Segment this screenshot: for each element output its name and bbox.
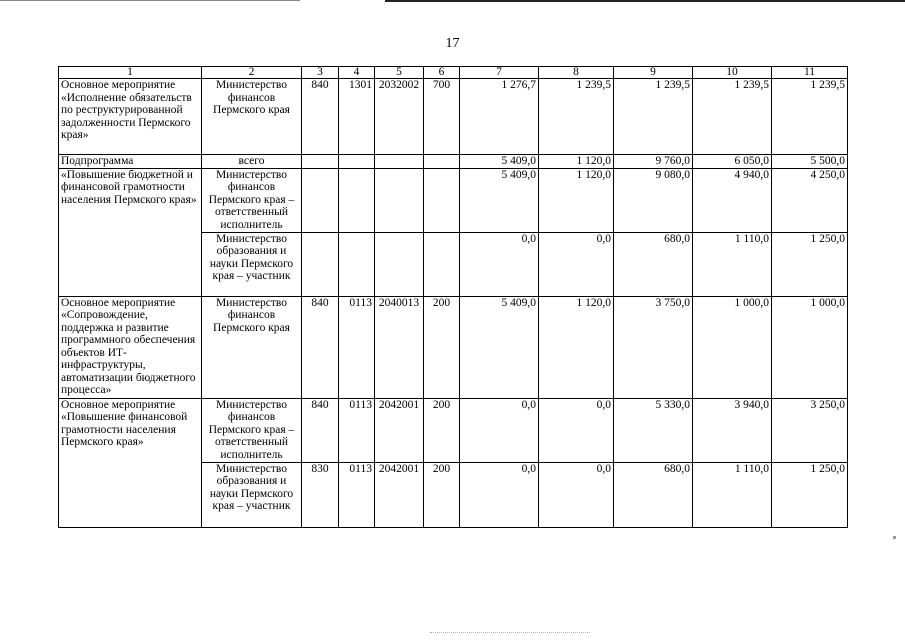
value-col9: 5 330,0 bbox=[614, 398, 693, 462]
rzpr-code: 0113 bbox=[339, 296, 375, 398]
value-col10: 1 110,0 bbox=[693, 232, 772, 296]
value-col7: 0,0 bbox=[460, 232, 539, 296]
value-col9: 1 239,5 bbox=[614, 79, 693, 155]
value-col7: 0,0 bbox=[460, 398, 539, 462]
value-col8: 1 239,5 bbox=[539, 79, 614, 155]
table-row bbox=[59, 79, 848, 155]
col-header: 8 bbox=[539, 67, 614, 79]
executor: всего bbox=[202, 155, 302, 169]
executor: Министерство финансов Пермского края bbox=[202, 296, 302, 398]
vr-code: 200 bbox=[424, 462, 460, 527]
rzpr-code: 0113 bbox=[339, 398, 375, 462]
value-col7: 5 409,0 bbox=[460, 155, 539, 169]
table-row bbox=[59, 168, 848, 232]
value-col11: 1 250,0 bbox=[772, 232, 848, 296]
executor: Министерство финансов Пермского края – ответственный исполнитель bbox=[202, 168, 302, 232]
grbs-code: 840 bbox=[302, 296, 339, 398]
value-col8: 1 120,0 bbox=[539, 296, 614, 398]
rzpr-code: 0113 bbox=[339, 462, 375, 527]
page-number: 17 bbox=[445, 36, 460, 51]
budget-table bbox=[58, 66, 848, 528]
table-header-row bbox=[59, 67, 848, 79]
csr-code: 2042001 bbox=[375, 462, 424, 527]
value-col11: 1 000,0 bbox=[772, 296, 848, 398]
col-header: 7 bbox=[460, 67, 539, 79]
value-col11: 3 250,0 bbox=[772, 398, 848, 462]
table-row bbox=[59, 398, 848, 462]
value-col11: 1 239,5 bbox=[772, 79, 848, 155]
top-border-line bbox=[385, 0, 905, 2]
table-row bbox=[59, 155, 848, 169]
value-col10: 1 239,5 bbox=[693, 79, 772, 155]
value-col9: 3 750,0 bbox=[614, 296, 693, 398]
value-col9: 9 080,0 bbox=[614, 168, 693, 232]
subprogram-label: Подпрограмма bbox=[59, 155, 202, 169]
value-col11: 5 500,0 bbox=[772, 155, 848, 169]
executor: Министерство финансов Пермского края bbox=[202, 79, 302, 155]
value-col8: 1 120,0 bbox=[539, 168, 614, 232]
value-col9: 680,0 bbox=[614, 232, 693, 296]
vr-code: 200 bbox=[424, 398, 460, 462]
top-edge-line bbox=[0, 0, 300, 1]
col-header: 4 bbox=[339, 67, 375, 79]
col-header: 3 bbox=[302, 67, 339, 79]
measure-name: Основное мероприятие «Повышение финансовой грамотности населения Пермского края» bbox=[59, 398, 202, 527]
value-col9: 680,0 bbox=[614, 462, 693, 527]
value-col9: 9 760,0 bbox=[614, 155, 693, 169]
scan-mark bbox=[893, 536, 896, 539]
value-col10: 1 110,0 bbox=[693, 462, 772, 527]
rzpr-code: 1301 bbox=[339, 79, 375, 155]
value-col11: 1 250,0 bbox=[772, 462, 848, 527]
table-row bbox=[59, 296, 848, 398]
col-header: 6 bbox=[424, 67, 460, 79]
value-col10: 1 000,0 bbox=[693, 296, 772, 398]
value-col10: 4 940,0 bbox=[693, 168, 772, 232]
col-header: 10 bbox=[693, 67, 772, 79]
measure-name: Основное мероприятие «Сопровождение, поддержка и развитие программного обеспечения объектов ИТ-инфраструктуры, автоматизации бюджетного процесса» bbox=[59, 296, 202, 398]
col-header: 5 bbox=[375, 67, 424, 79]
subprogram-name: «Повышение бюджетной и финансовой грамотности населения Пермского края» bbox=[59, 168, 202, 296]
value-col11: 4 250,0 bbox=[772, 168, 848, 232]
executor: Министерство образования и науки Пермского края – участник bbox=[202, 232, 302, 296]
value-col10: 6 050,0 bbox=[693, 155, 772, 169]
value-col8: 0,0 bbox=[539, 398, 614, 462]
value-col7: 1 276,7 bbox=[460, 79, 539, 155]
value-col7: 5 409,0 bbox=[460, 168, 539, 232]
vr-code: 700 bbox=[424, 79, 460, 155]
executor: Министерство финансов Пермского края – ответственный исполнитель bbox=[202, 398, 302, 462]
col-header: 1 bbox=[59, 67, 202, 79]
measure-name: Основное мероприятие «Исполнение обязательств по реструктурированной задолженности Пермского края» bbox=[59, 79, 202, 155]
col-header: 2 bbox=[202, 67, 302, 79]
value-col7: 0,0 bbox=[460, 462, 539, 527]
scan-artifact-line bbox=[430, 632, 590, 634]
grbs-code: 840 bbox=[302, 398, 339, 462]
value-col8: 0,0 bbox=[539, 232, 614, 296]
value-col10: 3 940,0 bbox=[693, 398, 772, 462]
value-col8: 0,0 bbox=[539, 462, 614, 527]
executor: Министерство образования и науки Пермского края – участник bbox=[202, 462, 302, 527]
csr-code: 2040013 bbox=[375, 296, 424, 398]
grbs-code: 840 bbox=[302, 79, 339, 155]
grbs-code: 830 bbox=[302, 462, 339, 527]
col-header: 9 bbox=[614, 67, 693, 79]
value-col8: 1 120,0 bbox=[539, 155, 614, 169]
vr-code: 200 bbox=[424, 296, 460, 398]
csr-code: 2032002 bbox=[375, 79, 424, 155]
csr-code: 2042001 bbox=[375, 398, 424, 462]
value-col7: 5 409,0 bbox=[460, 296, 539, 398]
col-header: 11 bbox=[772, 67, 848, 79]
